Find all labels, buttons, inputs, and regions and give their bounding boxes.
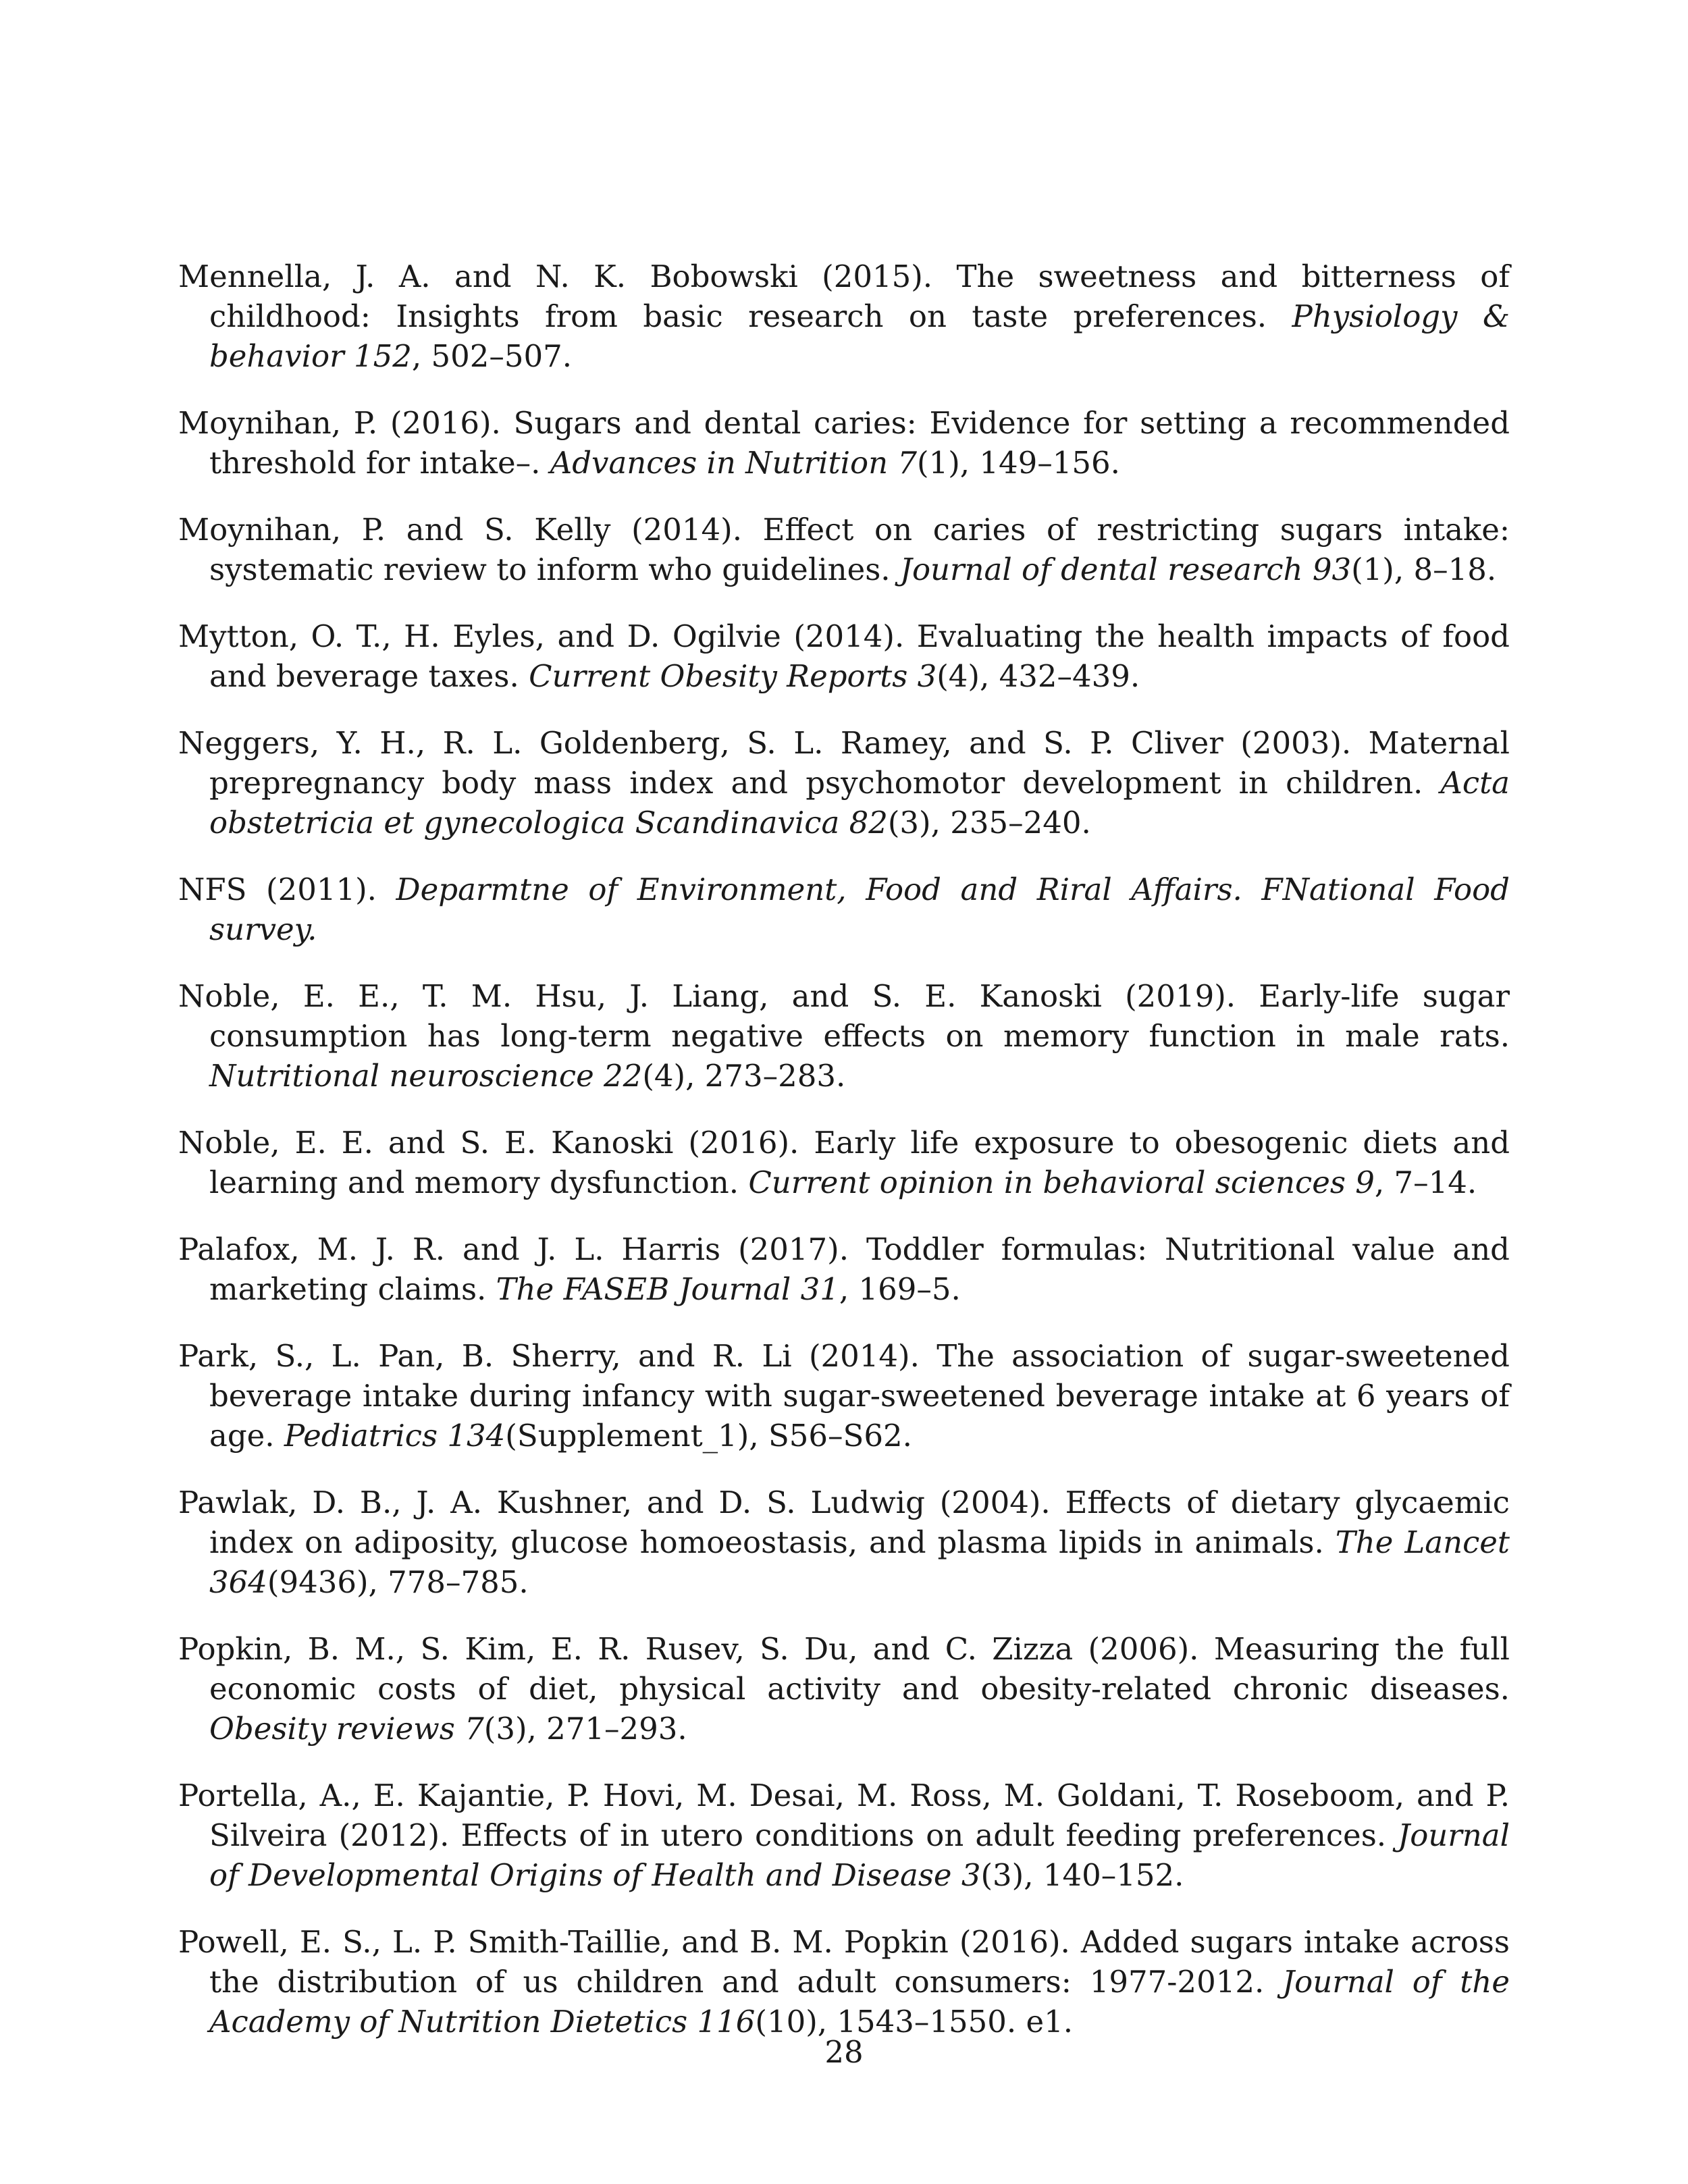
page-number: 28 [824, 2034, 864, 2070]
reference-venue: Advances in Nutrition 7 [550, 445, 918, 481]
reference-entry [178, 1123, 1510, 1202]
reference-entry [178, 870, 1510, 949]
reference-text: Neggers, Y. H., R. L. Goldenberg, S. L. Ramey, and S. P. Cliver (2003). Maternal prepregnancy body mass index and psychomotor development in children. [178, 725, 1510, 801]
reference-venue: Current opinion in behavioral sciences 9 [748, 1165, 1375, 1200]
reference-pages: (3), 271–293. [483, 1711, 687, 1747]
reference-venue: Current Obesity Reports 3 [529, 658, 937, 694]
reference-pages: (Supplement_1), S56–S62. [505, 1418, 912, 1454]
reference-entry [178, 1336, 1510, 1456]
reference-text: Park, S., L. Pan, B. Sherry, and R. Li (2014). The association of sugar-sweetened beverage intake during infancy with sugar-sweetened beverage intake at 6 years of age. [178, 1338, 1510, 1454]
reference-pages: (10), 1543–1550. e1. [755, 2004, 1074, 2040]
reference-pages: (3), 140–152. [980, 1857, 1184, 1893]
reference-pages: (9436), 778–785. [267, 1564, 529, 1600]
reference-text: Moynihan, P. and S. Kelly (2014). Effect on caries of restricting sugars intake: systematic review to inform who guidelines. [178, 512, 1510, 587]
reference-text: NFS (2011). [178, 872, 396, 907]
reference-entry [178, 1629, 1510, 1749]
reference-pages: (4), 432–439. [937, 658, 1140, 694]
reference-text: Moynihan, P. (2016). Sugars and dental caries: Evidence for setting a recommended threshold for intake–. [178, 405, 1510, 481]
reference-text: Pawlak, D. B., J. A. Kushner, and D. S. Ludwig (2004). Effects of dietary glycaemic index on adiposity, glucose homoeostasis, and plasma lipids in animals. [178, 1485, 1510, 1560]
reference-venue: The FASEB Journal 31 [496, 1271, 839, 1307]
reference-entry [178, 976, 1510, 1096]
reference-pages: (1), 149–156. [917, 445, 1120, 481]
reference-text: Mennella, J. A. and N. K. Bobowski (2015). The sweetness and bitterness of childhood: Insights from basic research on taste preferences. [178, 259, 1510, 334]
reference-text: Popkin, B. M., S. Kim, E. R. Rusev, S. Du, and C. Zizza (2006). Measuring the full economic costs of diet, physical activity and obesity-related chronic diseases. [178, 1631, 1510, 1707]
reference-pages: (1), 8–18. [1351, 552, 1497, 587]
reference-venue: Deparmtne of Environment, Food and Riral Affairs. FNational Food survey. [209, 872, 1510, 947]
reference-entry [178, 1229, 1510, 1309]
reference-venue: Journal of Developmental Origins of Health and Disease 3 [209, 1817, 1510, 1893]
reference-text: Noble, E. E., T. M. Hsu, J. Liang, and S. E. Kanoski (2019). Early-life sugar consumption has long-term negative effects on memory function in male rats. [178, 978, 1510, 1054]
reference-venue: The Lancet 364 [209, 1524, 1510, 1600]
reference-list [178, 257, 1510, 2069]
reference-entry [178, 510, 1510, 589]
reference-pages: , 169–5. [839, 1271, 961, 1307]
reference-pages: , 502–507. [411, 338, 573, 374]
reference-venue: Journal of the Academy of Nutrition Dietetics 116 [209, 1964, 1510, 2040]
reference-entry [178, 403, 1510, 483]
reference-pages: , 7–14. [1374, 1165, 1477, 1200]
reference-entry [178, 257, 1510, 376]
reference-text: Mytton, O. T., H. Eyles, and D. Ogilvie (2014). Evaluating the health impacts of food and beverage taxes. [178, 618, 1510, 694]
reference-venue: Nutritional neuroscience 22 [209, 1058, 643, 1094]
reference-venue: Obesity reviews 7 [209, 1711, 484, 1747]
reference-pages: (4), 273–283. [642, 1058, 846, 1094]
reference-entry [178, 616, 1510, 696]
reference-venue: Acta obstetricia et gynecologica Scandinavica 82 [209, 765, 1510, 841]
reference-text: Powell, E. S., L. P. Smith-Taillie, and B. M. Popkin (2016). Added sugars intake across the distribution of us children and adult consumers: 1977-2012. [178, 1924, 1510, 2000]
reference-text: Palafox, M. J. R. and J. L. Harris (2017). Toddler formulas: Nutritional value and marketing claims. [178, 1231, 1510, 1307]
reference-entry [178, 1776, 1510, 1895]
reference-entry [178, 723, 1510, 843]
reference-venue: Pediatrics 134 [284, 1418, 506, 1454]
reference-pages: (3), 235–240. [887, 805, 1091, 841]
reference-venue: Physiology & behavior 152 [209, 298, 1510, 374]
reference-entry [178, 1922, 1510, 2042]
reference-entry [178, 1483, 1510, 1602]
reference-text: Noble, E. E. and S. E. Kanoski (2016). Early life exposure to obesogenic diets and learning and memory dysfunction. [178, 1125, 1510, 1200]
reference-text: Portella, A., E. Kajantie, P. Hovi, M. Desai, M. Ross, M. Goldani, T. Roseboom, and P. Silveira (2012). Effects of in utero conditions on adult feeding preferences. [178, 1778, 1510, 1853]
reference-venue: Journal of dental research 93 [899, 552, 1352, 587]
